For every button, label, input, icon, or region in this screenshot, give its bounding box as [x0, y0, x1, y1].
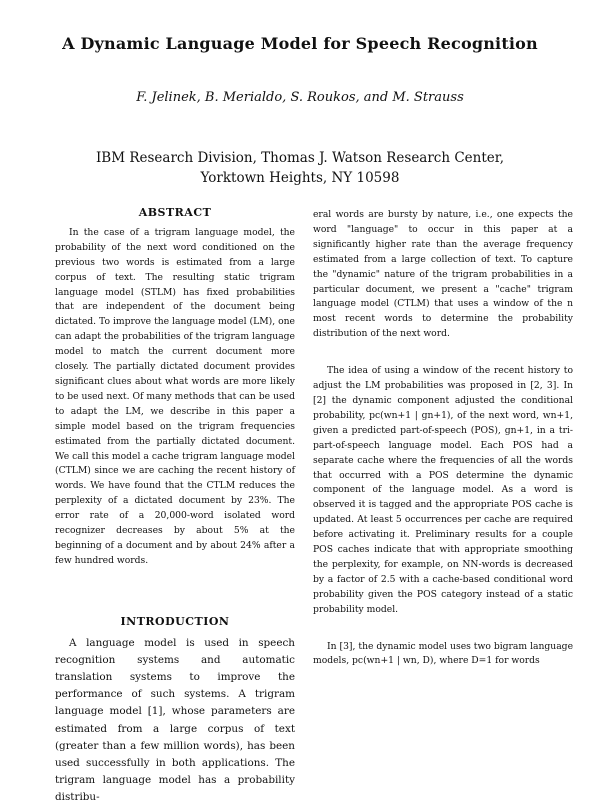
paper-title: A Dynamic Language Model for Speech Recognition [62, 34, 538, 53]
abstract-text: In the case of a trigram language model, the probability of the next word conditioned on the previous two words is estimated from a large corpus of text. The resulting static trigram language model (STLM) has fixed probabilities that are independent of the document being dictated. To improve the language model (LM), one can adapt the probabilities of the trigram language model to match the current document more closely. The partially dictated document provides significant clues about what words are more likely to be used next. Of many methods that can be used to adapt the LM, we describe in this paper a simple model based on the trigram frequencies estimated from the partially dictated document. We call this model a cache trigram language model (CTLM) since we are caching the recent history of words. We have found that the CTLM reduces the perplexity of a dictated document by 23%. The error rate of a 20,000-word isolated word recognizer decreases by about 5% at the beginning of a document and by about 24% after a few hundred words. [55, 226, 295, 566]
section-spacer [55, 569, 295, 615]
left-column [55, 206, 295, 807]
right-paragraph-1: eral words are bursty by nature, i.e., one expects the word "language" to occur in this paper at a significantly higher rate than the average frequency estimated from a large collection of text. To capture the "dynamic" nature of the trigram probabilities in a particular document, we present a "cache" trigram language model (CTLM) that uses a window of the n most recent words to determine the probability distribution of the next word. [313, 209, 573, 340]
right-paragraph-3: In [3], the dynamic model uses two bigram language models, pc(wn+1 | wn, D), where D=1 for words [313, 640, 573, 667]
introduction-text: A language model is used in speech recognition systems and automatic translation systems to improve the performance of such systems. A trigram language model [1], whose parameters are estimated from a large corpus of text (greater than a few million words), has been used successfully in both applications. The trigram language model has a probability distribu- [55, 636, 295, 804]
affiliation-line-1: IBM Research Division, Thomas J. Watson Research Center, [95, 150, 505, 166]
right-paragraph-2: The idea of using a window of the recent history to adjust the LM probabilities was proposed in [2, 3]. In [2] the dynamic component adjusted the conditional probability, pc(wn+1 | gn+1), of the next word, wn+1, given a predicted part-of-speech (POS), gn+1, in a tri-part-of-speech language model. Each POS had a separate cache where the frequencies of all the words that occurred with a POS determine the dynamic component of the language model. As a word is observed it is tagged and the appropriate POS cache is updated. At least 5 occurrences per cache are required before activating it. Preliminary results for a couple POS caches indicate that with appropriate smoothing the perplexity, for example, on NN-words is decreased by a factor of 2.5 with a cache-based conditional word probability given the POS category instead of a static probability model. [313, 365, 573, 615]
paragraph-spacer [313, 618, 573, 640]
author-list: F. Jelinek, B. Merialdo, S. Roukos, and M. Strauss [136, 90, 464, 105]
affiliation-line-2: Yorktown Heights, NY 10598 [200, 170, 400, 186]
paragraph-spacer [313, 342, 573, 364]
introduction-heading: INTRODUCTION [120, 614, 230, 628]
abstract-heading: ABSTRACT [138, 206, 212, 219]
affiliation [0, 148, 600, 188]
right-column [313, 208, 573, 669]
